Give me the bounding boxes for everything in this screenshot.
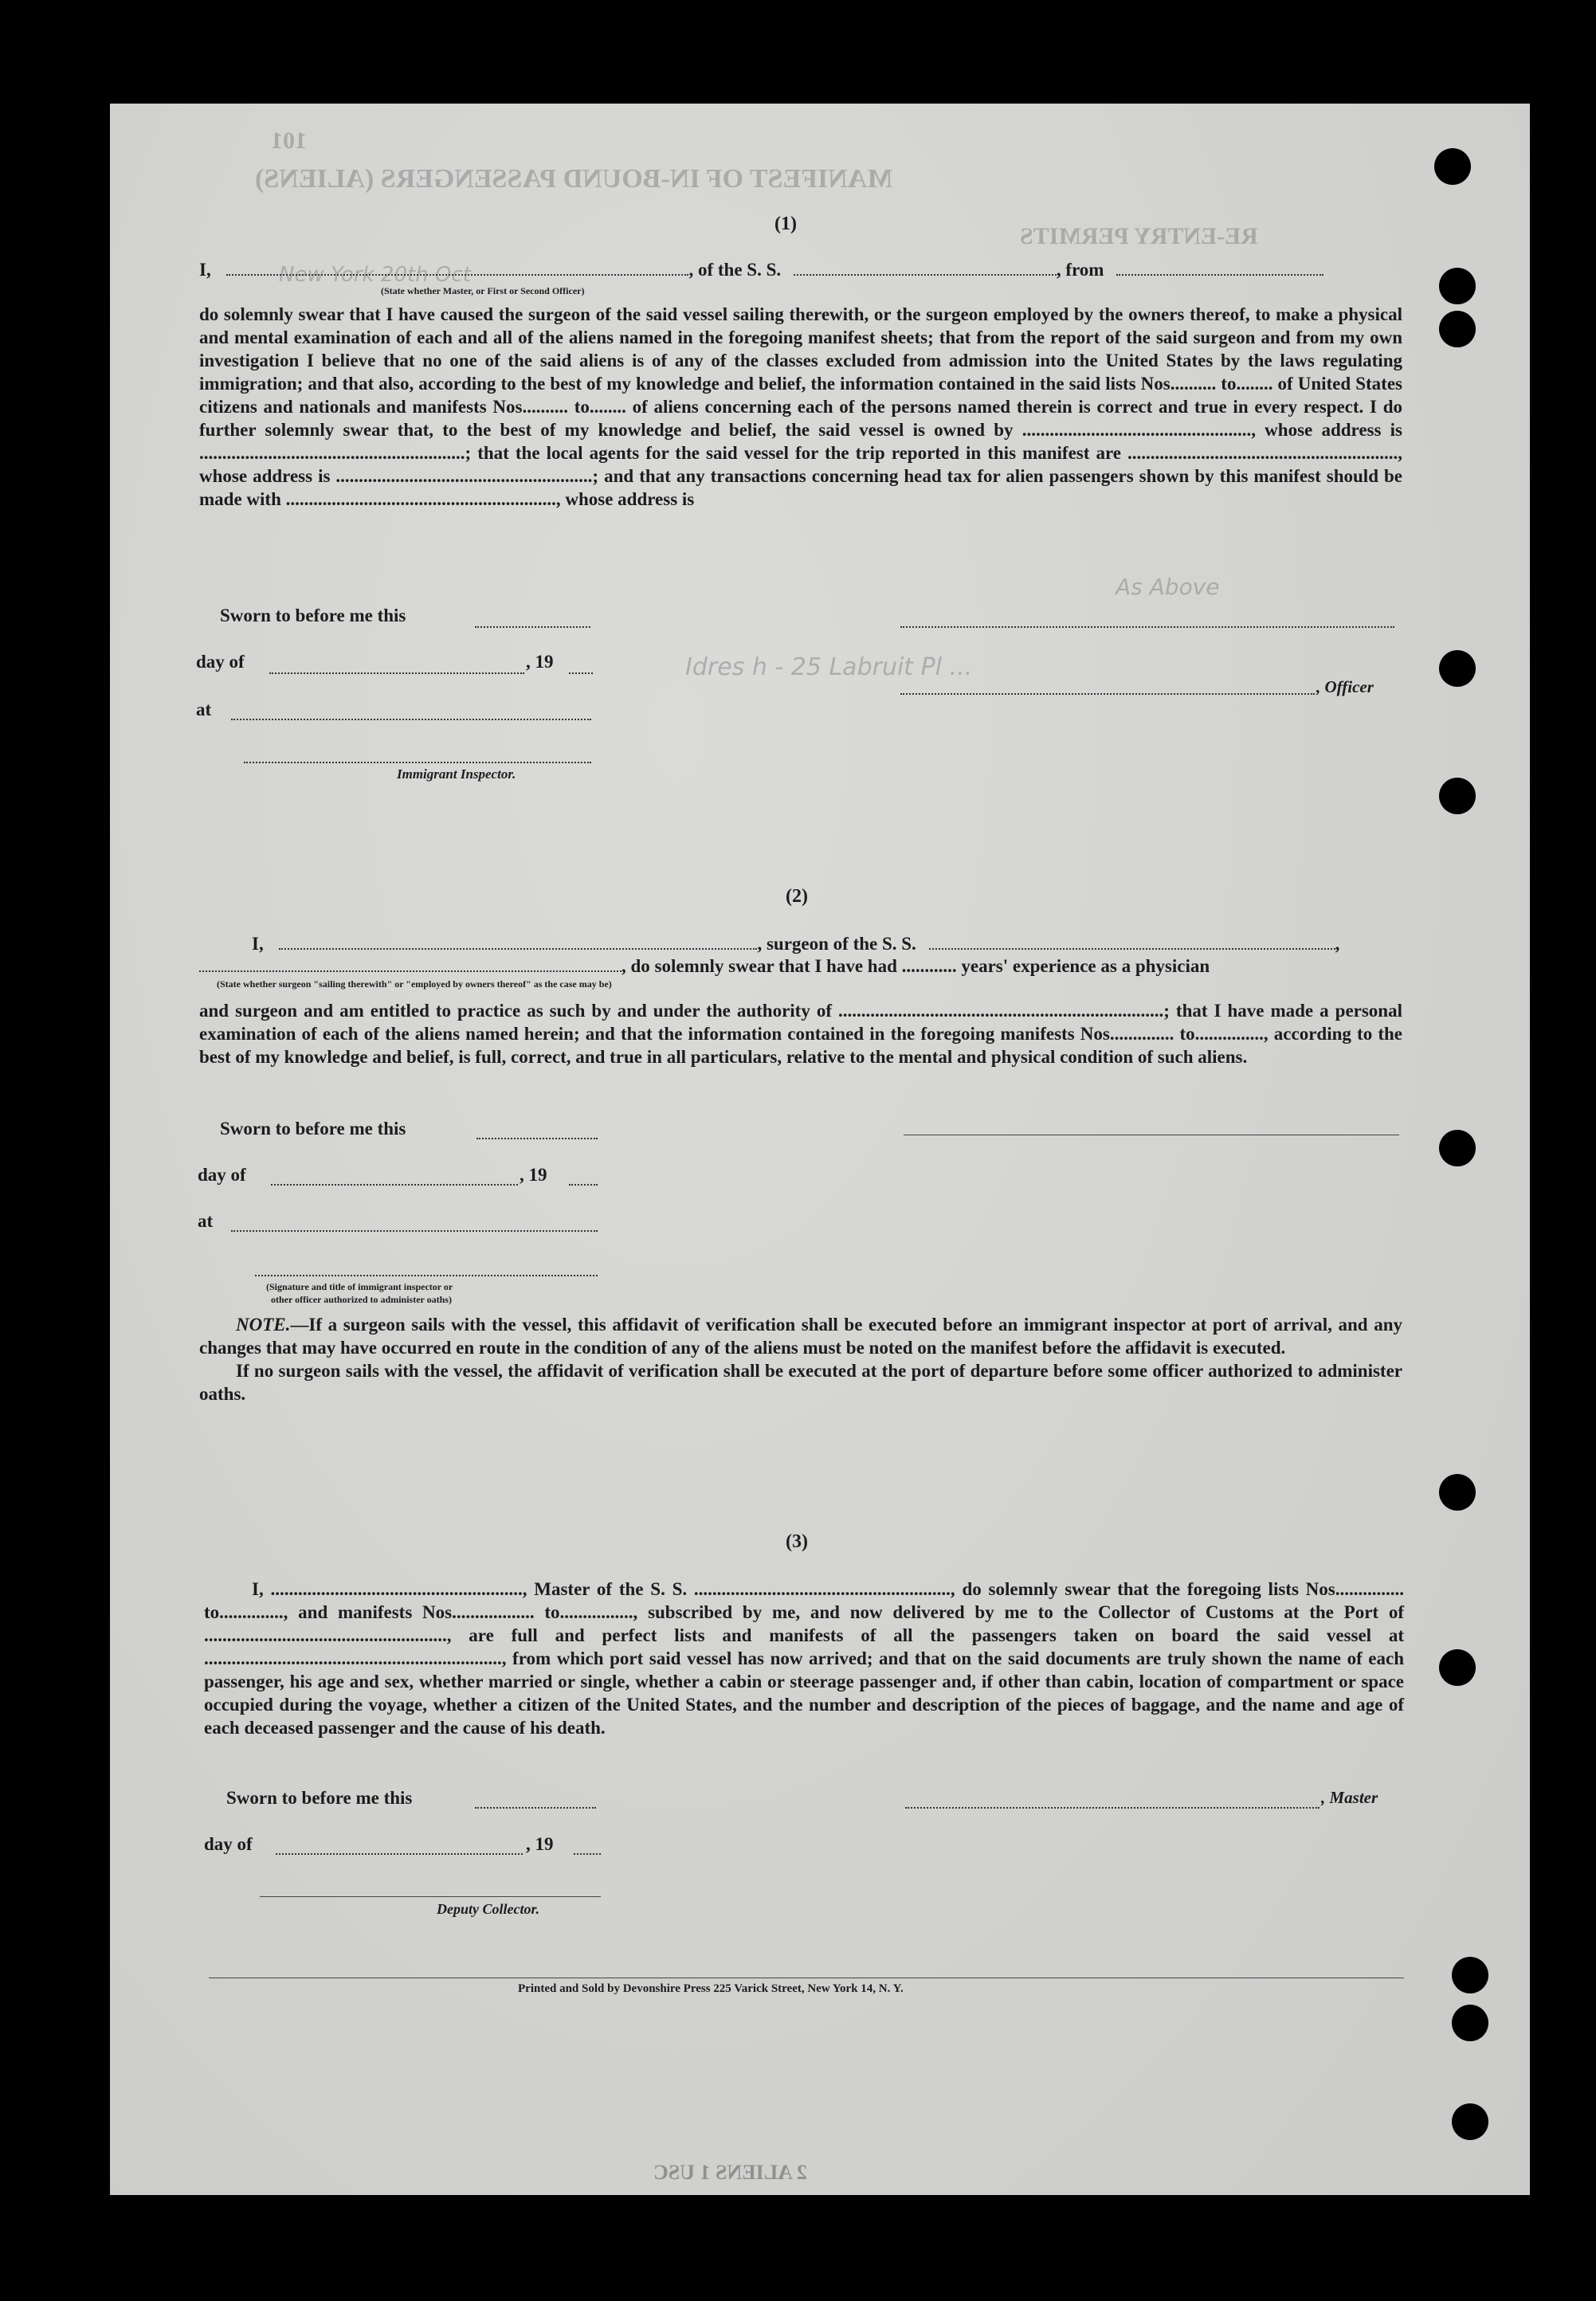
punch-hole — [1439, 1649, 1476, 1686]
sworn-date-field[interactable] — [476, 1138, 598, 1139]
affiant-line — [199, 260, 1323, 280]
day-of-field[interactable] — [271, 1184, 518, 1186]
of-ss-label: , of the S. S. — [688, 260, 782, 280]
master-label: , Master — [1321, 1788, 1378, 1807]
year-field[interactable] — [574, 1853, 601, 1855]
note-paragraph-2: If no surgeon sails with the vessel, the affidavit of verification shall be executed at the port of departure before some officer authorized to administer oaths. — [199, 1361, 1402, 1404]
section2-note — [199, 1313, 1402, 1405]
surgeon-vessel-field[interactable] — [929, 948, 1335, 950]
punch-hole — [1439, 650, 1476, 687]
punch-hole — [1439, 268, 1476, 304]
section-number: (2) — [786, 886, 808, 907]
punch-hole — [1439, 778, 1476, 814]
from-port-field[interactable] — [1116, 274, 1323, 276]
year-label: , 19 — [526, 1834, 554, 1854]
day-of-label: day of — [198, 1165, 246, 1185]
punch-hole — [1439, 1130, 1476, 1166]
printer-footer: Printed and Sold by Devonshire Press 225 Varick Street, New York 14, N. Y. — [518, 1982, 904, 1995]
section-number: (1) — [774, 214, 797, 234]
at-label: at — [196, 700, 212, 719]
vessel-name-field[interactable] — [794, 274, 1057, 276]
surgeon-note: (State whether surgeon "sailing therewith" or "employed by owners thereof" as the case may be) — [217, 978, 612, 990]
section2-body — [199, 999, 1402, 1068]
section1-body — [199, 303, 1402, 511]
bleed-through-stamp: 2 ALIENS 1 USC — [653, 2161, 807, 2184]
deputy-collector-label: Deputy Collector. — [437, 1901, 539, 1917]
master-signature-field[interactable] — [905, 1807, 1320, 1809]
bleed-through-text: RE-ENTRY PERMITS — [1020, 223, 1258, 249]
year-field[interactable] — [569, 672, 593, 674]
signature-note-1: (Signature and title of immigrant inspector or — [266, 1281, 453, 1292]
officer-note: (State whether Master, or First or Second Officer) — [381, 285, 585, 296]
officer-title-field[interactable] — [900, 693, 1315, 695]
punch-hole — [1452, 2005, 1488, 2041]
inspector-signature-field[interactable] — [244, 762, 591, 763]
sworn-label: Sworn to before me this — [220, 1119, 406, 1139]
punch-hole — [1452, 1957, 1488, 1993]
sworn-label: Sworn to before me this — [226, 1788, 413, 1808]
surgeon-of-ss-label: , surgeon of the S. S. — [757, 934, 916, 954]
i-label: I, — [252, 934, 264, 954]
signature-note-2: other officer authorized to administer oaths) — [271, 1294, 452, 1305]
day-of-field[interactable] — [269, 672, 524, 674]
from-label: , from — [1056, 260, 1104, 280]
section2-oath-text: and surgeon and am entitled to practice as such by and under the authority of .......................................................................; that I have made a personal examination of each of the aliens named herein; and that the information contained in the foregoing manifests Nos.............. to..............., according to the best of my knowledge and belief, is full, correct, and true in all particulars, relative to the mental and physical condition of such aliens. — [199, 1001, 1402, 1067]
bleed-through-text: MANIFEST OF IN-BOUND PASSENGERS (ALIENS) — [255, 164, 893, 194]
surgeon-line: I, , surgeon of the S. S. , — [252, 934, 1340, 954]
faint-handwriting: New York 20th Oct — [279, 263, 471, 287]
officer-label: , Officer — [1316, 677, 1374, 696]
year-field[interactable] — [569, 1184, 598, 1186]
punch-hole — [1439, 311, 1476, 347]
at-label: at — [198, 1211, 214, 1231]
year-label: , 19 — [526, 652, 554, 672]
sworn-label: Sworn to before me this — [220, 606, 406, 625]
inspector-label: Immigrant Inspector. — [397, 766, 516, 782]
surgeon-name-field[interactable] — [279, 948, 757, 950]
year-label: , 19 — [520, 1165, 547, 1185]
faint-handwriting: Idres h - 25 Labruit Pl ... — [685, 653, 973, 681]
deputy-collector-signature-field[interactable] — [260, 1896, 601, 1897]
punch-hole — [1439, 1474, 1476, 1511]
section-number: (3) — [786, 1531, 808, 1552]
section3-oath-text: I, ......................................................., Master of the S. S. ........................................................, do solemnly swear that the foregoing lists Nos............... to.............., and manifests Nos.................. to................, subscribed by me, and now delivered by me to the Collector of Customs at the Port of ....................................................., are full and perfect lists and manifests of all the passengers taken on board the said vessel at ................................................................., from which port said vessel has now arrived; and that on the said documents are truly shown the name of each passenger, his age and sex, whether married or single, whether a cabin or steerage passenger and, if other than cabin, location of compartment or space occupied during the voyage, whether a citizen of the United States, and the number and description of the pieces of baggage, and the name and age of each deceased passenger and the cause of his death. — [204, 1579, 1404, 1738]
day-of-field[interactable] — [276, 1853, 523, 1855]
section1-oath-text: do solemnly swear that I have caused the surgeon of the said vessel sailing therewith, or the surgeon employed by the owners thereof, to make a physical and mental examination of each and all of the aliens named in the foregoing manifest sheets; that from the report of the said surgeon and from my own investigation I believe that no one of the said aliens is of any of the classes excluded from admission into the United States by the laws regulating immigration; and that also, according to the best of my knowledge and belief, the information contained in the said lists Nos.......... to........ of United States citizens and nationals and manifests Nos.......... to........ of aliens concerning each of the persons named therein is correct and true in every respect. I do further solemnly swear that, to the best of my knowledge and belief, the said vessel is owned by .................................................., whose address is ..........................................................; that the local agents for the said vessel for the trip reported in this manifest are ..........................................................., whose address is ........................................................; and that any transactions concerning head tax for alien passengers shown by this manifest should be made with ..........................................................., whose address is — [199, 304, 1402, 509]
officer-signature-field[interactable] — [900, 626, 1394, 628]
punch-hole — [1452, 2103, 1488, 2140]
bleed-through-text: 101 — [271, 127, 307, 154]
day-of-label: day of — [204, 1834, 253, 1854]
authorized-officer-signature-field[interactable] — [255, 1275, 598, 1276]
faint-handwriting: As Above — [1116, 574, 1220, 600]
at-place-field[interactable] — [231, 1230, 598, 1232]
sworn-date-field[interactable] — [475, 626, 590, 628]
at-place-field[interactable] — [231, 719, 591, 720]
i-label: I, — [199, 260, 211, 280]
note-paragraph-1: —If a surgeon sails with the vessel, this affidavit of verification shall be executed before an immigrant inspector at port of arrival, and any changes that may have occurred en route in the condition of any of the aliens must be noted on the manifest before the affidavit is executed. — [199, 1315, 1402, 1358]
sworn-date-field[interactable] — [475, 1807, 596, 1809]
day-of-label: day of — [196, 652, 245, 672]
section3-body — [204, 1578, 1404, 1739]
note-label: NOTE. — [236, 1315, 291, 1335]
officer-name-field[interactable] — [226, 274, 688, 276]
surgeon-status-field[interactable] — [199, 970, 622, 972]
punch-hole — [1434, 148, 1471, 185]
surgeon-line-2: , do solemnly swear that I have had ............ years' experience as a physician — [199, 956, 1210, 977]
